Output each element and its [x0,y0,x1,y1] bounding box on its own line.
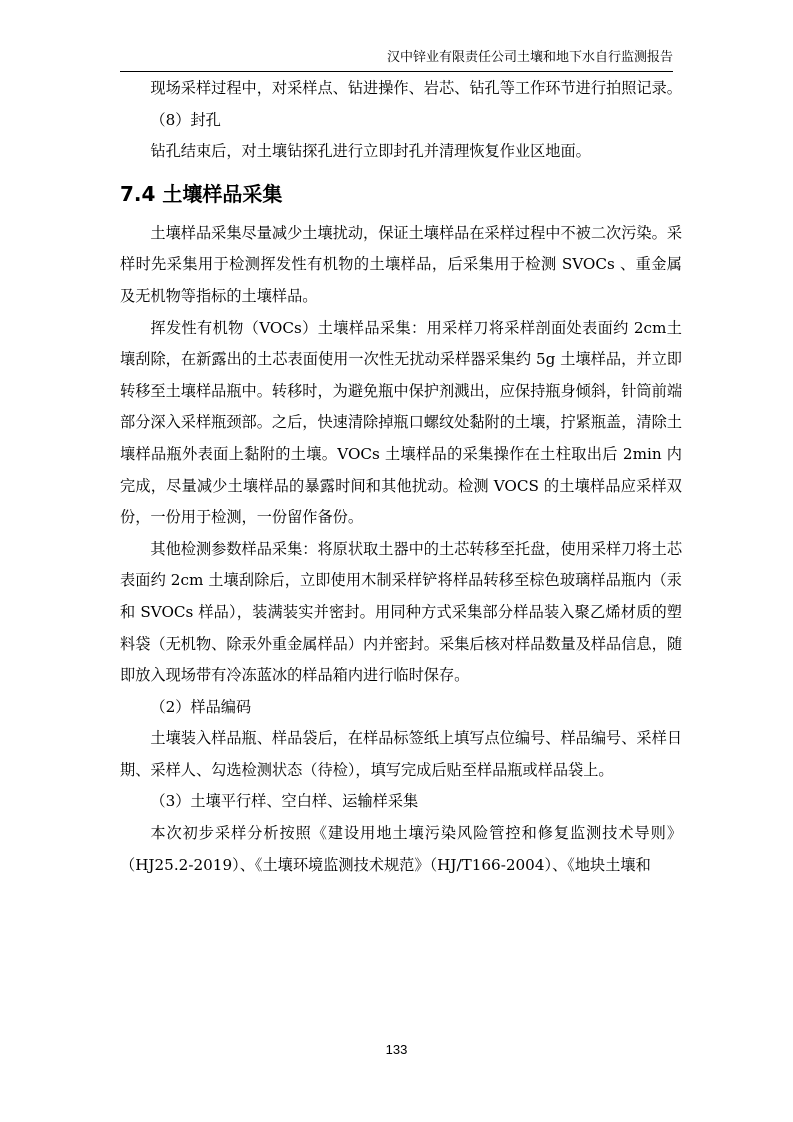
paragraph: 钻孔结束后，对土壤钻探孔进行立即封孔并清理恢复作业区地面。 [150,142,591,161]
paragraph: 土壤样品采集尽量减少土壤扰动，保证土壤样品在采样过程中不被二次污染。采样时先采集用于检测挥发性有机物的土壤样品，后采集用于检测 SVOCs 、重金属及无机物等指标的土壤样品。 [120,223,682,305]
paragraph: 其他检测参数样品采集：将原状取土器中的土芯转移至托盘，使用采样刀将土芯表面约 2cm 土壤刮除后，立即使用木制采样铲将样品转移至棕色玻璃样品瓶内（汞和 SVOCs 样品），装满装实并密封。用同种方式采集部分样品装入聚乙烯材质的塑料袋（无机物、除汞外重金属样品）内并密封。采集后核对样品数量及样品信息，随即放入现场带有冷冻蓝冰的样品箱内进行临时保存。 [120,539,682,685]
list-heading: （8）封孔 [150,110,221,129]
paragraph: 土壤装入样品瓶、样品袋后，在样品标签纸上填写点位编号、样品编号、采样日期、采样人、勾选检测状态（待检），填写完成后贴至样品瓶或样品袋上。 [120,729,682,779]
section-heading: 7.4 土壤样品采集 [120,181,283,206]
paragraph: 本次初步采样分析按照《建设用地土壤污染风险管控和修复监测技术导则》（HJ25.2-2019）、《土壤环境监测技术规范》（HJ/T166-2004）、《地块土壤和 [120,824,682,874]
header-divider [120,71,673,72]
document-body [120,73,682,881]
list-heading: （2）样品编码 [150,697,252,716]
paragraph: 挥发性有机物（VOCs）土壤样品采集：用采样刀将采样剖面处表面约 2cm土壤刮除，在新露出的土芯表面使用一次性无扰动采样器采集约 5g 土壤样品，并立即转移至土壤样品瓶中。转移时，为避免瓶中保护剂溅出，应保持瓶身倾斜，针筒前端部分深入采样瓶颈部。之后，快速清除掉瓶口螺纹处黏附的土壤，拧紧瓶盖，清除土壤样品瓶外表面上黏附的土壤。VOCs 土壤样品的采集操作在土柱取出后 2min 内完成，尽量减少土壤样品的暴露时间和其他扰动。检测 VOCS 的土壤样品应采样双份，一份用于检测，一份留作备份。 [120,318,682,527]
page-number: 133 [385,1042,408,1057]
paragraph: 现场采样过程中，对采样点、钻进操作、岩芯、钻孔等工作环节进行拍照记录。 [150,79,682,97]
page-header: 汉中锌业有限责任公司土壤和地下水自行监测报告 [386,50,673,65]
list-heading: （3）土壤平行样、空白样、运输样采集 [150,792,419,811]
